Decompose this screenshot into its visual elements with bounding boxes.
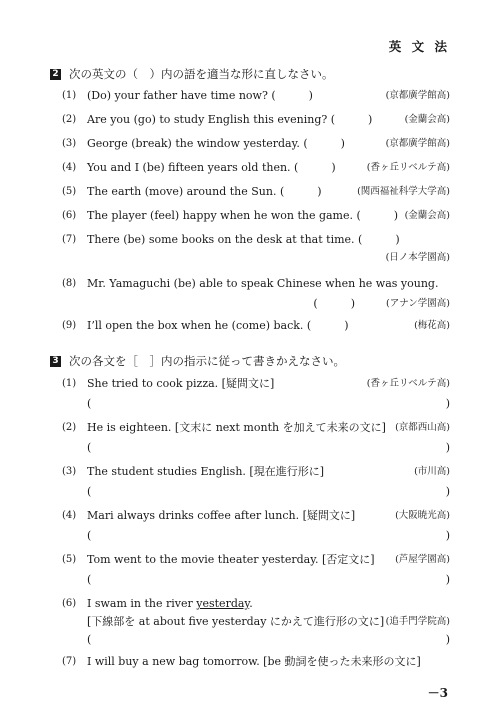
s2-item-5: (5) The earth (move) around the Sun. ( ) (関西福祉科学大学高) <box>62 185 450 198</box>
s2-item-7: (7) There (be) some books on the desk at that time. ( ) <box>62 233 400 246</box>
s2-item-7-source: (日ノ本学園高) <box>385 252 450 263</box>
s3-item-3: (3) The student studies English. [現在進行形に] (市川高) <box>62 465 450 478</box>
s2-item-6: (6) The player (feel) happy when he won the game. ( ) (金蘭会高) <box>62 209 450 222</box>
page-number: －3 <box>427 686 448 700</box>
s2-item-3: (3) George (break) the window yesterday. ( ) (京都廣学館高) <box>62 137 450 150</box>
s3-item-7: (7) I will buy a new bag tomorrow. [be 動詞を使った未来形の文に] <box>62 655 421 668</box>
s2-item-8-answer-blank[interactable]: ( ) <box>313 297 355 310</box>
s3-item-2-answer[interactable]: ( ) <box>87 441 450 454</box>
section-2-instruction: 次の英文の（ ）内の語を適当な形に直しなさい。 <box>69 67 334 81</box>
s3-item-6: (6) I swam in the river yesterday. <box>62 597 253 610</box>
s3-item-6-instruction: [下線部を at about five yesterday にかえて進行形の文に] (追手門学院高) <box>87 615 450 628</box>
s2-item-9: (9) I’ll open the box when he (come) back. ( ) (梅花高) <box>62 319 450 332</box>
section-2-title <box>50 66 334 82</box>
s2-item-1: (1) (Do) your father have time now? ( ) (京都廣学館高) <box>62 89 450 102</box>
section-3-badge: 3 <box>50 356 61 367</box>
s2-item-8-answer: ( ) (アナン学園高) <box>313 297 450 310</box>
s3-item-5-answer[interactable]: ( ) <box>87 573 450 586</box>
section-3-title <box>50 353 345 369</box>
s3-item-4-answer[interactable]: ( ) <box>87 529 450 542</box>
underlined-word: yesterday <box>196 597 250 610</box>
s3-item-5: (5) Tom went to the movie theater yesterday. [否定文に] (芦屋学園高) <box>62 553 450 566</box>
s3-item-6-answer[interactable]: ( ) <box>87 633 450 646</box>
s3-item-2: (2) He is eighteen. [文末に next month を加えて未来の文に] (京都西山高) <box>62 421 450 434</box>
section-2-badge: 2 <box>50 69 61 80</box>
s3-item-3-answer[interactable]: ( ) <box>87 485 450 498</box>
s3-item-1: (1) She tried to cook pizza. [疑問文に] (香ヶ丘リベルテ高) <box>62 377 450 390</box>
section-3-instruction: 次の各文を［ ］内の指示に従って書きかえなさい。 <box>69 354 345 368</box>
s2-item-2: (2) Are you (go) to study English this evening? ( ) (金蘭会高) <box>62 113 450 126</box>
subject-header: 英 文 法 <box>388 39 450 54</box>
s3-item-1-answer[interactable]: ( ) <box>87 397 450 410</box>
s2-item-4: (4) You and I (be) fifteen years old then. ( ) (香ヶ丘リベルテ高) <box>62 161 450 174</box>
s3-item-4: (4) Mari always drinks coffee after lunch. [疑問文に] (大阪暁光高) <box>62 509 450 522</box>
s2-item-8: (8) Mr. Yamaguchi (be) able to speak Chinese when he was young. <box>62 277 439 290</box>
